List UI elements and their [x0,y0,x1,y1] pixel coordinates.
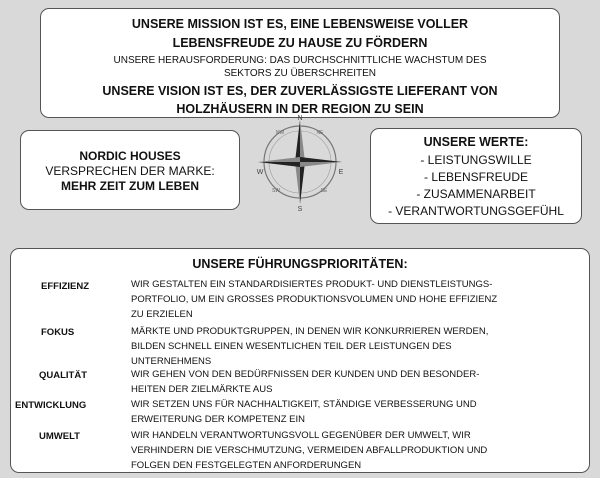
compass-e: E [338,169,344,176]
priority-desc-line: UNTERNEHMENS [131,356,212,367]
vision-line-1: UNSERE VISION IST ES, DER ZUVERLÄSSIGSTE LIEFERANT VON [102,84,498,98]
compass-n: N [297,115,303,122]
priority-label-qualitaet: QUALITÄT [39,370,88,381]
priority-desc-line: WIR GESTALTEN EIN STANDARDISIERTES PRODUKT- UND DIENSTLEISTUNGS- [131,279,493,290]
priority-desc-line: WIR HANDELN VERANTWORTUNGSVOLL GEGENÜBER DER UMWELT, WIR [131,430,471,441]
priority-desc-entwicklung [131,397,571,427]
priority-desc-line: MÄRKTE UND PRODUKTGRUPPEN, IN DENEN WIR KONKURRIEREN WERDEN, [131,326,489,337]
mission-line-1: UNSERE MISSION IST ES, EINE LEBENSWEISE VOLLER [131,17,469,31]
mission-line-2: LEBENSFREUDE ZU HAUSE ZU FÖRDERN [172,36,428,50]
priority-desc-line: ERWEITERUNG DER KOMPETENZ EIN [131,414,306,425]
priority-desc-line: PORTFOLIO, UM EIN GROSSES PRODUKTIONSVOLUMEN UND HOHE EFFIZIENZ [131,294,498,305]
priority-label-effizienz: EFFIZIENZ [41,281,90,292]
priority-desc-qualitaet [131,367,571,397]
mission-box [40,8,560,118]
compass-nw: NW [275,130,285,136]
brand-promise-label: VERSPRECHEN DER MARKE: [45,164,215,178]
compass-sw: SW [271,188,281,194]
priorities-box [10,248,590,473]
priority-label-umwelt: UMWELT [39,431,80,442]
value-item: - ZUSAMMENARBEIT [416,187,536,201]
compass-ne: NE [316,130,324,136]
priority-desc-line: HEITEN DER ZIELMÄRKTE AUS [131,384,273,395]
priority-desc-fokus [131,324,571,369]
priority-label-entwicklung: ENTWICKLUNG [15,400,87,411]
priority-desc-line: VERHINDERN DIE VERSCHMUTZUNG, VERMEIDEN ABFALLPRODUKTION UND [131,445,488,456]
priority-desc-line: ZU ERZIELEN [131,309,193,320]
compass-rose-icon [250,112,350,212]
compass-se: SE [320,188,328,194]
challenge-line-2: SEKTORS ZU ÜBERSCHREITEN [223,68,377,79]
priority-desc-line: WIR GEHEN VON DEN BEDÜRFNISSEN DER KUNDEN UND DEN BESONDER- [131,369,480,380]
value-item: - VERANTWORTUNGSGEFÜHL [388,204,564,218]
priority-desc-line: WIR SETZEN UNS FÜR NACHHALTIGKEIT, STÄNDIGE VERBESSERUNG UND [131,399,477,410]
priority-desc-umwelt [131,428,571,473]
challenge-line-1: UNSERE HERAUSFORDERUNG: DAS DURCHSCHNITTLICHE WACHSTUM DES [113,55,487,66]
values-box [370,128,582,224]
priority-desc-line: FOLGEN DEN FESTGELEGTEN ANFORDERUNGEN [131,460,362,471]
compass-s: S [297,206,303,212]
priority-desc-effizienz [131,277,571,322]
values-title: UNSERE WERTE: [423,135,529,149]
priority-label-fokus: FOKUS [41,327,75,338]
priorities-title: UNSERE FÜHRUNGSPRIORITÄTEN: [192,257,408,271]
value-item: - LEISTUNGSWILLE [420,153,532,167]
brand-name: NORDIC HOUSES [79,149,181,163]
vision-line-2: HOLZHÄUSERN IN DER REGION ZU SEIN [176,102,424,116]
brand-box [20,130,240,210]
value-item: - LEBENSFREUDE [423,170,529,184]
brand-claim: MEHR ZEIT ZUM LEBEN [61,179,199,193]
priority-desc-line: BILDEN SCHNELL EINEN WESENTLICHEN TEIL DER LEISTUNGEN DES [131,341,452,352]
compass-w: W [256,169,264,176]
